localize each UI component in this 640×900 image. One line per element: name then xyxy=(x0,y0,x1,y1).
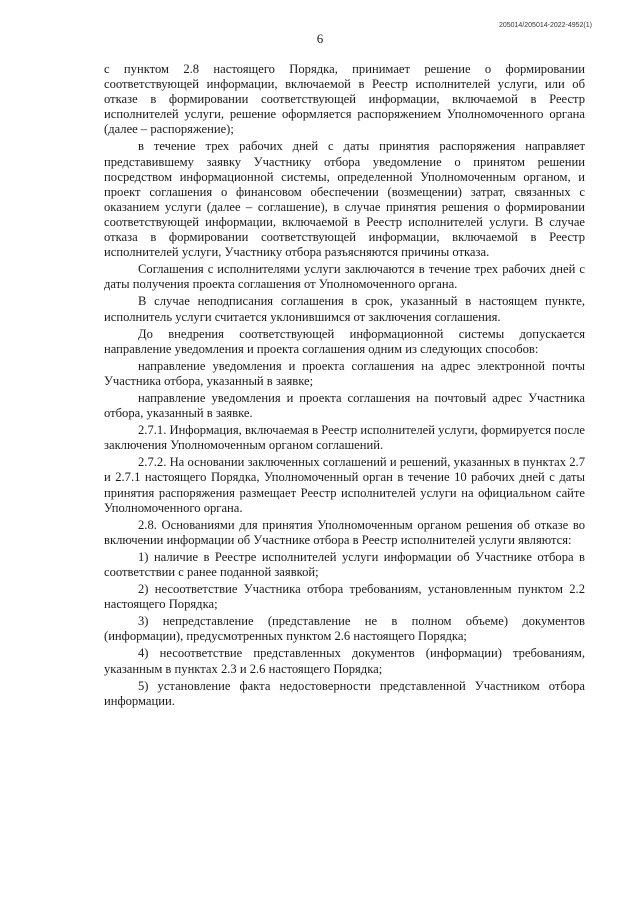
paragraph-non-signing: В случае неподписания соглашения в срок, указанный в настоящем пункте, исполнитель услуги считается уклонившимся от заключения соглашения. xyxy=(104,294,585,324)
paragraph-postal-method: направление уведомления и проекта соглашения на почтовый адрес Участника отбора, указанный в заявке. xyxy=(104,390,585,421)
list-item-2: 2) несоответствие Участника отбора требованиям, установленным пунктом 2.2 настоящего Порядка; xyxy=(104,582,585,612)
document-id: 205014/205014-2022-4952(1) xyxy=(498,22,592,29)
paragraph-notification-term: в течение трех рабочих дней с даты принятия распоряжения направляет представившему заявку Участнику отбора уведомление о принятом решении посредством информационной системы, определенной Уполномоченным органом, и проект соглашения о финансовом обеспечении (возмещении) затрат, связанных с оказанием услуги (далее – соглашение), в случае принятия решения о формировании соответствующей информации, включаемой в Реестр исполнителей услуги. В случае отказа в формировании соответствующей информации, включаемой в Реестр исполнителей услуги, Участнику отбора разъясняются причины отказа. xyxy=(104,139,585,260)
list-item-4: 4) несоответствие представленных документов (информации) требованиям, указанным в пунктах 2.3 и 2.6 настоящего Порядка; xyxy=(104,646,585,676)
paragraph-2-7-2: 2.7.2. На основании заключенных соглашений и решений, указанных в пунктах 2.7 и 2.7.1 настоящего Порядка, Уполномоченный орган в течение 10 рабочих дней с даты принятия распоряжения размещает Реестр исполнителей услуги на официальном сайте Уполномоченного органа. xyxy=(104,455,585,515)
paragraph-2-7-1: 2.7.1. Информация, включаемая в Реестр исполнителей услуги, формируется после заключения Уполномоченным органом соглашений. xyxy=(104,423,585,453)
paragraph-2-8: 2.8. Основаниями для принятия Уполномоченным органом решения об отказе во включении информации об Участнике отбора в Реестр исполнителей услуги являются: xyxy=(104,517,585,547)
document-body xyxy=(104,62,585,711)
list-item-1: 1) наличие в Реестре исполнителей услуги информации об Участнике отбора в соответствии с ранее поданной заявкой; xyxy=(104,549,585,579)
list-item-3: 3) непредставление (представление не в полном объеме) документов (информации), предусмотренных пунктом 2.6 настоящего Порядка; xyxy=(104,614,585,644)
paragraph-before-system: До внедрения соответствующей информационной системы допускается направление уведомления и проекта соглашения одним из следующих способов: xyxy=(104,326,585,356)
paragraph-email-method: направление уведомления и проекта соглашения на адрес электронной почты Участника отбора, указанный в заявке; xyxy=(104,358,585,388)
paragraph-continuation: с пунктом 2.8 настоящего Порядка, принимает решение о формировании соответствующей информации, включаемой в Реестр исполнителей услуги, или об отказе в формировании соответствующей информации, включаемой в Реестр исполнителей услуги, решение оформляется распоряжением Уполномоченного органа (далее – распоряжение); xyxy=(104,62,585,137)
list-item-5: 5) установление факта недостоверности представленной Участником отбора информации. xyxy=(104,678,585,708)
page-number: 6 xyxy=(316,31,324,46)
paragraph-agreement-term: Соглашения с исполнителями услуги заключаются в течение трех рабочих дней с даты получения проекта соглашения от Уполномоченного органа. xyxy=(104,262,585,292)
